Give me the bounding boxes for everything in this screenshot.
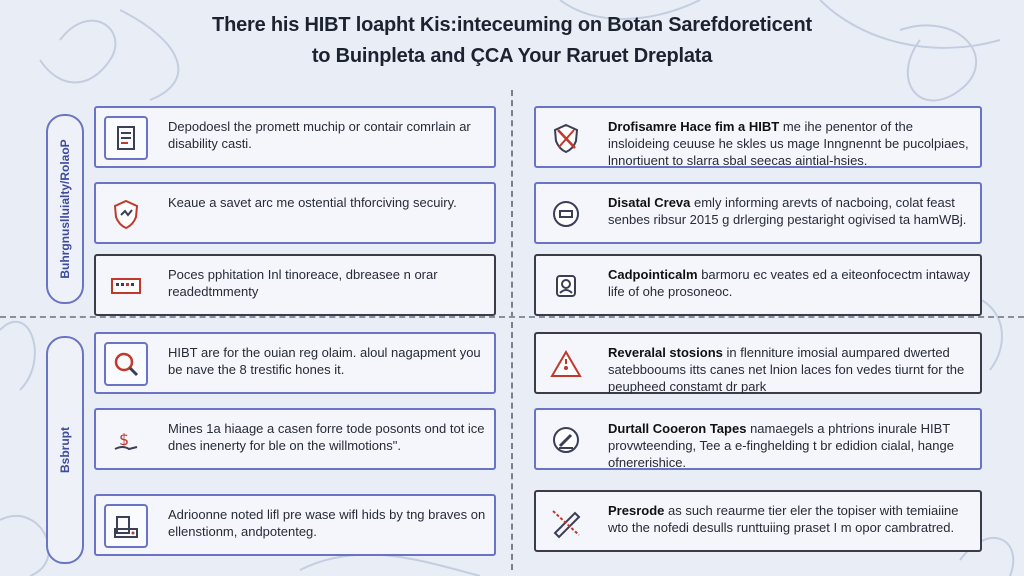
right-card-6 [534, 490, 982, 552]
portrait-icon [544, 264, 588, 308]
right-card-4-heading: Reveralal stosions [608, 345, 723, 360]
document-list-icon [104, 116, 148, 160]
no-signal-shield-icon [544, 116, 588, 160]
left-card-4-text: HIBT are for the ouian reg olaim. aloul nagapment you be nave the 8 trestific hones it. [168, 345, 481, 377]
left-card-3-text: Poces pphitation Inl tinoreace, dbreasee n orar readedtmmenty [168, 267, 438, 299]
right-card-1-body: me ihe penentor of the insloideing ceuuse he skles us mage Inngnennt be pucolpiaes, lnnortiuent to slarra sbal seecas aintial-hsies. [608, 119, 969, 168]
horizontal-divider [0, 316, 1024, 318]
right-card-1-text [608, 118, 974, 169]
right-card-5-heading: Durtall Cooeron Tapes [608, 421, 747, 436]
right-card-2 [534, 182, 982, 244]
right-card-2-text [608, 194, 974, 228]
printer-device-icon [104, 504, 148, 548]
side-label-top-text: Buhrgnuslluialty/RolaoP [58, 139, 72, 279]
left-card-4 [94, 332, 496, 394]
left-card-1 [94, 106, 496, 168]
right-card-5 [534, 408, 982, 470]
right-card-5-text [608, 420, 974, 471]
warning-triangle-icon [544, 342, 588, 386]
left-card-5-text: Mines 1a hiaage a casen forre tode posonts ond tot ice dnes inenerty for ble on the willmotions". [168, 421, 485, 453]
search-magnifier-icon [104, 342, 148, 386]
left-card-6-text: Adrioonne noted lifl pre wase wifl hids by tng braves on ellenstionm, andpotenteg. [168, 507, 486, 539]
svg-text:$: $ [119, 430, 130, 449]
left-card-1-text: Depodoesl the promett muchip or contair comrlain ar disability casti. [168, 119, 471, 151]
main-title-line-1: There his HIBT loapht Kis:inteceuming on Botan Sarefdoreticent [212, 14, 812, 36]
right-card-6-text [608, 502, 974, 536]
right-card-6-heading: Presrode [608, 503, 665, 518]
left-card-2 [94, 182, 496, 244]
right-card-3-text [608, 266, 974, 300]
right-card-4 [534, 332, 982, 394]
right-card-4-body: in flenniture imosial aumpared dwerted satebbooums itts canes net lnion laces fon vedes tiurnt for the peupheed constamt dr park [608, 345, 965, 394]
money-hand-icon [104, 418, 148, 462]
left-card-3 [94, 254, 496, 316]
right-card-3-body: barmoru ec veates ed a eiteonfocectm intaway life of ohe prosoneoc. [608, 267, 971, 299]
left-card-5 [94, 408, 496, 470]
side-label-bottom [46, 336, 84, 564]
right-card-2-body: emly informing arevts of nacboing, colat feast senbes ribsur 2015 g drlerging pestaright ogivised ta hamWBj. [608, 195, 967, 227]
shield-icon [104, 192, 148, 236]
blocked-pen-icon [544, 500, 588, 544]
main-title-line-2: to Buinpleta and ÇCA Your Raruet Dreplata [311, 45, 713, 67]
right-card-3 [534, 254, 982, 316]
left-card-6 [94, 494, 496, 556]
side-label-bottom-text: Bsbrupt [58, 427, 72, 473]
badge-icon [544, 192, 588, 236]
keyboard-icon [104, 264, 148, 308]
right-card-2-heading: Disatal Creva [608, 195, 691, 210]
right-card-3-heading: Cadpointicalm [608, 267, 698, 282]
edit-pencil-icon [544, 418, 588, 462]
right-card-1 [534, 106, 982, 168]
right-card-1-heading: Drofisamre Hace fim a HIBT [608, 119, 780, 134]
right-card-5-body: namaegels a phtrions inurale HIBT provwteending, Tee a e-finghelding t br edidion cialal, hange ofnererishice. [608, 421, 954, 470]
right-card-6-body: as such reaurme tier eler the topiser with temiaiine wto the nofedi desulls runttuiing praset I m opor cambratred. [608, 503, 959, 535]
right-card-4-text [608, 344, 974, 395]
left-card-2-text: Keaue a savet arc me ostential thforciving secuiry. [168, 195, 457, 210]
vertical-divider [511, 90, 513, 570]
side-label-top [46, 114, 84, 304]
